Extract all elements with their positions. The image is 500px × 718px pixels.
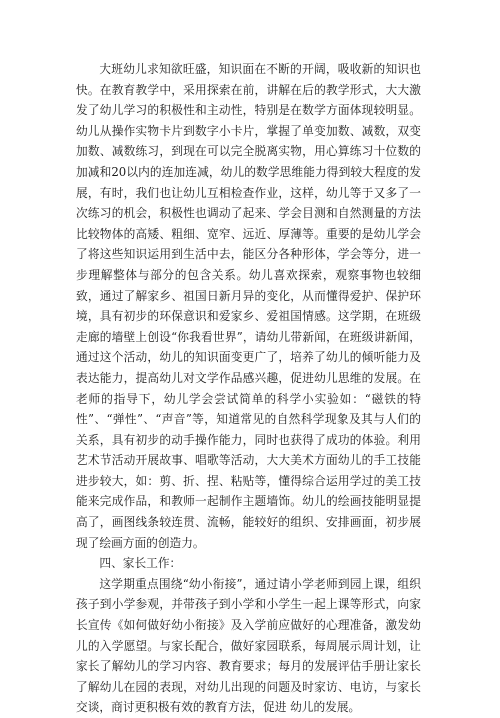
paragraph-education-teaching: 大班幼儿求知欲旺盛，知识面在不断的开阔，吸收新的知识也快。在教育教学中，采用探索在前，讲解在后的教学形式，大大激发了幼儿学习的积极性和主动性，特别是在数学方面体现较明显。幼儿从操作实物卡片到数字小卡片，掌握了单变加数、减数，双变加数、减数练习，到现在可以完全脱离实物，用心算练习十位数的加减和20以内的连加连减，幼儿的数学思维能力得到较大程度的发展，有时，我们也让幼儿互相检查作业，这样，幼儿等于又多了一次练习的机会，积极性也调动了起来、学会目测和自然测量的方法比较物体的高矮、粗细、宽窄、远近、厚薄等。重要的是幼儿学会了将这些知识运用到生活中去，能区分各种形体，学会等分，进一步理解整体与部分的包含关系。幼儿喜欢探索，观察事物也较细致，通过了解家乡、祖国日新月异的变化，从而懂得爱护、保护环境，具有初步的环保意识和爱家乡、爱祖国情感。这学期，在班级走廊的墙壁上创设“你我看世界”，请幼儿带新闻，在班级讲新闻，通过这个活动，幼儿的知识面变更广了，培养了幼儿的倾听能力及表达能力，提高幼儿对文学作品感兴趣，促进幼儿思维的发展。在老师的指导下，幼儿学会尝试简单的科学小实验如：“磁铁的特性”、“弹性”、“声音”等，知道常见的自然科学现象及其与人们的关系，具有初步的动手操作能力，同时也获得了成功的体验。利用艺术节活动开展故事、唱歌等活动，大大美术方面幼儿的手工技能进步较大，如：剪、折、捏、粘贴等，懂得综合运用学过的美工技能来完成作品，和教师一起制作主题墙饰。幼儿的绘画技能明显提高了，画图线条较连贯、流畅，能较好的组织、安排画面，初步展现了绘画方面的创造力。 — [76, 62, 421, 550]
paragraph-parent-work: 这学期重点围绕“幼小衔接”，通过请小学老师到园上课，组织孩子到小学参观，并带孩子到小学和小学生一起上课等形式，向家长宣传《如何做好幼小衔接》及入学前应做好的心理准备，激发幼儿的入学愿望。与家长配合，做好家园联系，每周展示周计划，让家长了解幼儿的学习内容、教育要求；每月的发展评估手册让家长了解幼儿在园的表现，对幼儿出现的问题及时家访、电访，与家长交谈，商讨更积极有效的教育方法，促进 幼儿的发展。 — [76, 576, 421, 715]
document-body — [76, 59, 421, 718]
section-heading-parent-work: 四、家长工作： — [99, 556, 182, 571]
